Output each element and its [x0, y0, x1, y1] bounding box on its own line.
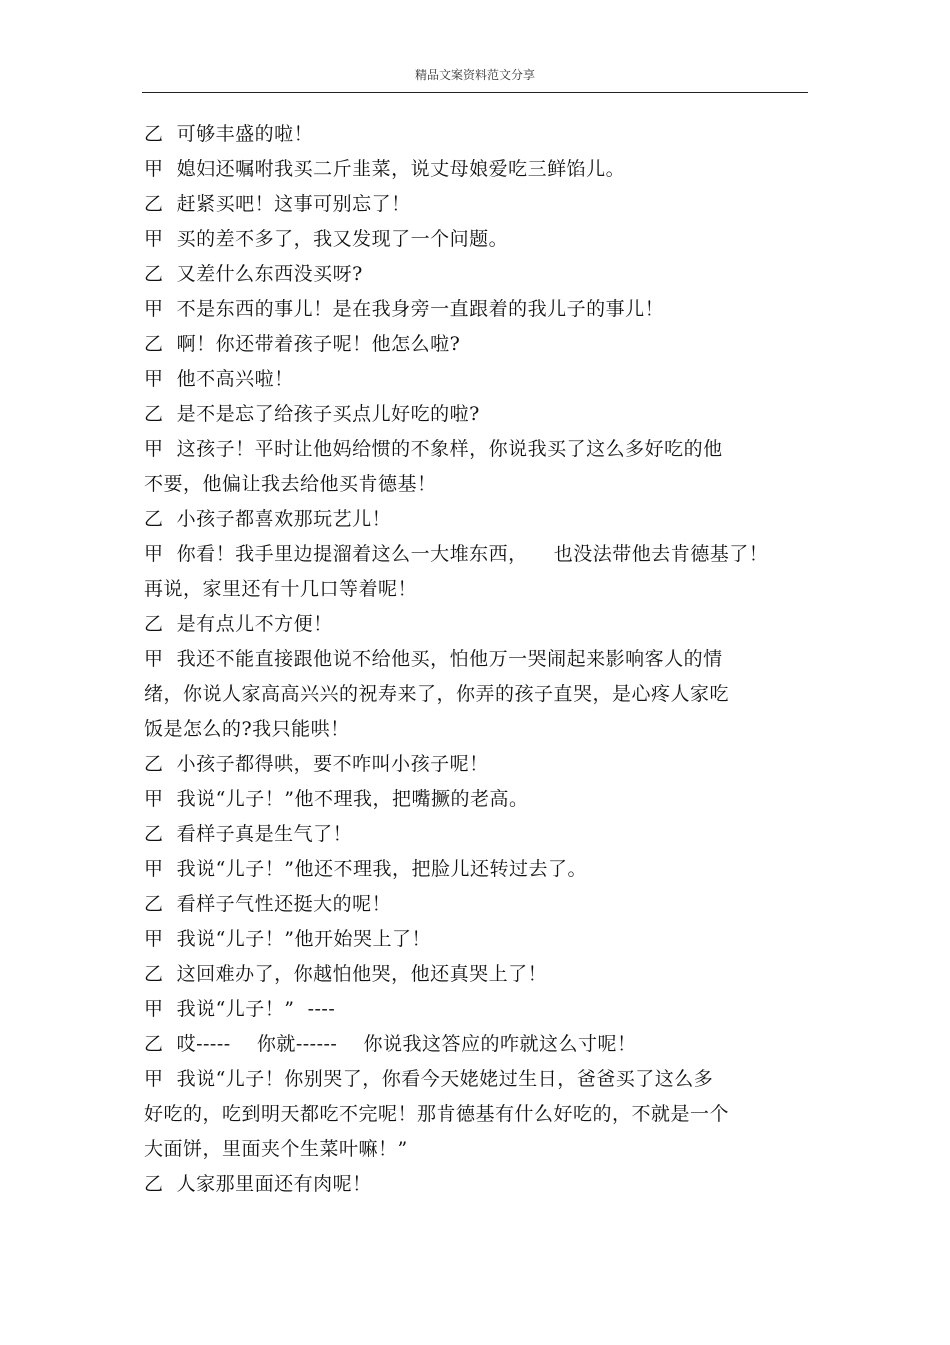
text-line: 甲 你看！我手里边提溜着这么一大堆东西， 也没法带他去肯德基了！: [144, 543, 769, 565]
text-line: 甲 我说“儿子！”他不理我，把嘴撅的老高。: [144, 788, 529, 810]
text-line: 甲 我说“儿子！” ----: [144, 998, 336, 1020]
text-line: 饭是怎么的?我只能哄！: [144, 718, 350, 740]
text-line: 乙 啊！你还带着孩子呢！他怎么啦?: [144, 333, 461, 355]
text-line: 乙 人家那里面还有肉呢！: [144, 1173, 372, 1195]
text-line: 再说，家里还有十几口等着呢！: [144, 578, 418, 600]
text-line: 甲 我说“儿子！你别哭了，你看今天姥姥过生日，爸爸买了这么多: [144, 1068, 714, 1090]
text-line: 甲 我还不能直接跟他说不给他买，怕他万一哭闹起来影响客人的情: [144, 648, 723, 670]
text-line: 乙 是不是忘了给孩子买点儿好吃的啦?: [144, 403, 480, 425]
text-line: 甲 他不高兴啦！: [144, 368, 294, 390]
text-line: 乙 小孩子都得哄，要不咋叫小孩子呢！: [144, 753, 489, 775]
text-line: 甲 不是东西的事儿！是在我身旁一直跟着的我儿子的事儿！: [144, 298, 665, 320]
header-title: 精品文案资料范文分享: [414, 68, 535, 82]
document-body: [144, 117, 794, 1202]
text-line: 大面饼，里面夹个生菜叶嘛！”: [144, 1138, 408, 1160]
text-line: 乙 小孩子都喜欢那玩艺儿！: [144, 508, 392, 530]
text-line: 乙 这回难办了，你越怕他哭，他还真哭上了！: [144, 963, 548, 985]
text-line: 乙 看样子气性还挺大的呢！: [144, 893, 392, 915]
page-header: [142, 64, 808, 93]
text-line: 甲 媳妇还嘱咐我买二斤韭菜，说丈母娘爱吃三鲜馅儿。: [144, 158, 626, 180]
text-line: 乙 是有点儿不方便！: [144, 613, 333, 635]
text-line: 甲 我说“儿子！”他还不理我，把脸儿还转过去了。: [144, 858, 588, 880]
text-line: 绪，你说人家高高兴兴的祝寿来了，你弄的孩子直哭，是心疼人家吃: [144, 683, 730, 705]
text-line: 乙 哎----- 你就------ 你说我这答应的咋就这么寸呢！: [144, 1033, 637, 1055]
text-line: 乙 看样子真是生气了！: [144, 823, 353, 845]
text-line: 甲 买的差不多了，我又发现了一个问题。: [144, 228, 509, 250]
text-line: 乙 又差什么东西没买呀?: [144, 263, 363, 285]
text-line: 好吃的，吃到明天都吃不完呢！那肯德基有什么好吃的，不就是一个: [144, 1103, 730, 1125]
text-line: 不要，他偏让我去给他买肯德基！: [144, 473, 437, 495]
text-line: 乙 赶紧买吧！这事可别忘了！: [144, 193, 411, 215]
text-line: 乙 可够丰盛的啦！: [144, 123, 314, 145]
text-line: 甲 这孩子！平时让他妈给惯的不象样，你说我买了这么多好吃的他: [144, 438, 723, 460]
text-line: 甲 我说“儿子！”他开始哭上了！: [144, 928, 432, 950]
